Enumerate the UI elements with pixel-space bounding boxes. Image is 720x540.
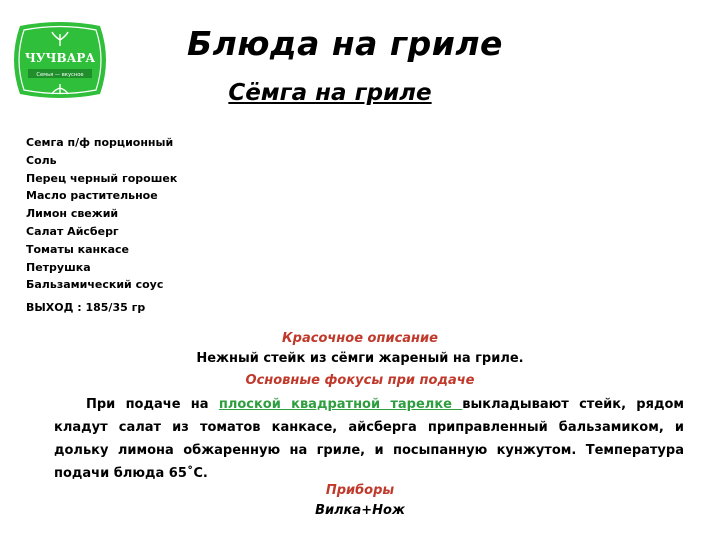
ingredient-item: Бальзамический соус [26,278,164,292]
serving-heading: Основные фокусы при подаче [245,373,475,388]
ingredient-item: Лимон свежий [26,207,119,221]
page-title: Блюда на гриле [187,24,503,63]
plate-link[interactable]: плоской квадратной тарелке [218,397,463,412]
ingredient-item: Соль [26,153,57,167]
ingredient-item: Перец черный горошек [26,171,178,185]
ingredient-item: Масло растительное [26,189,158,203]
svg-text:ЧУЧВАРА: ЧУЧВАРА [24,51,96,65]
dish-title: Сёмга на гриле [228,80,432,106]
ingredient-list [26,134,286,294]
ingredient-item: Салат Айсберг [26,224,119,238]
description-text: Нежный стейк из сёмги жареный на гриле. [196,351,524,366]
tools-text: Вилка+Нож [315,503,405,518]
description-heading: Красочное описание [282,331,438,346]
brand-logo [8,20,112,100]
ingredient-item: Томаты канкасе [26,242,129,256]
serving-paragraph [54,393,684,485]
tools-heading: Приборы [325,483,395,498]
ingredient-item: Семга п/ф порционный [26,136,174,149]
serving-text-end: выкладывают стейк, рядом кладут салат из томатов канкасе, айсберга приправленный бальзамиком, и дольку лимона обжаренную на гриле, и посыпанную кунжутом. Температура подачи блюда 65˚С. [54,397,685,481]
logo-badge-icon [8,20,112,100]
svg-text:Семья — вкусное: Семья — вкусное [36,72,84,78]
serving-text-start: При подаче на [86,397,219,412]
yield-info: ВЫХОД : 185/35 гр [26,301,146,314]
ingredient-item: Петрушка [26,260,91,274]
